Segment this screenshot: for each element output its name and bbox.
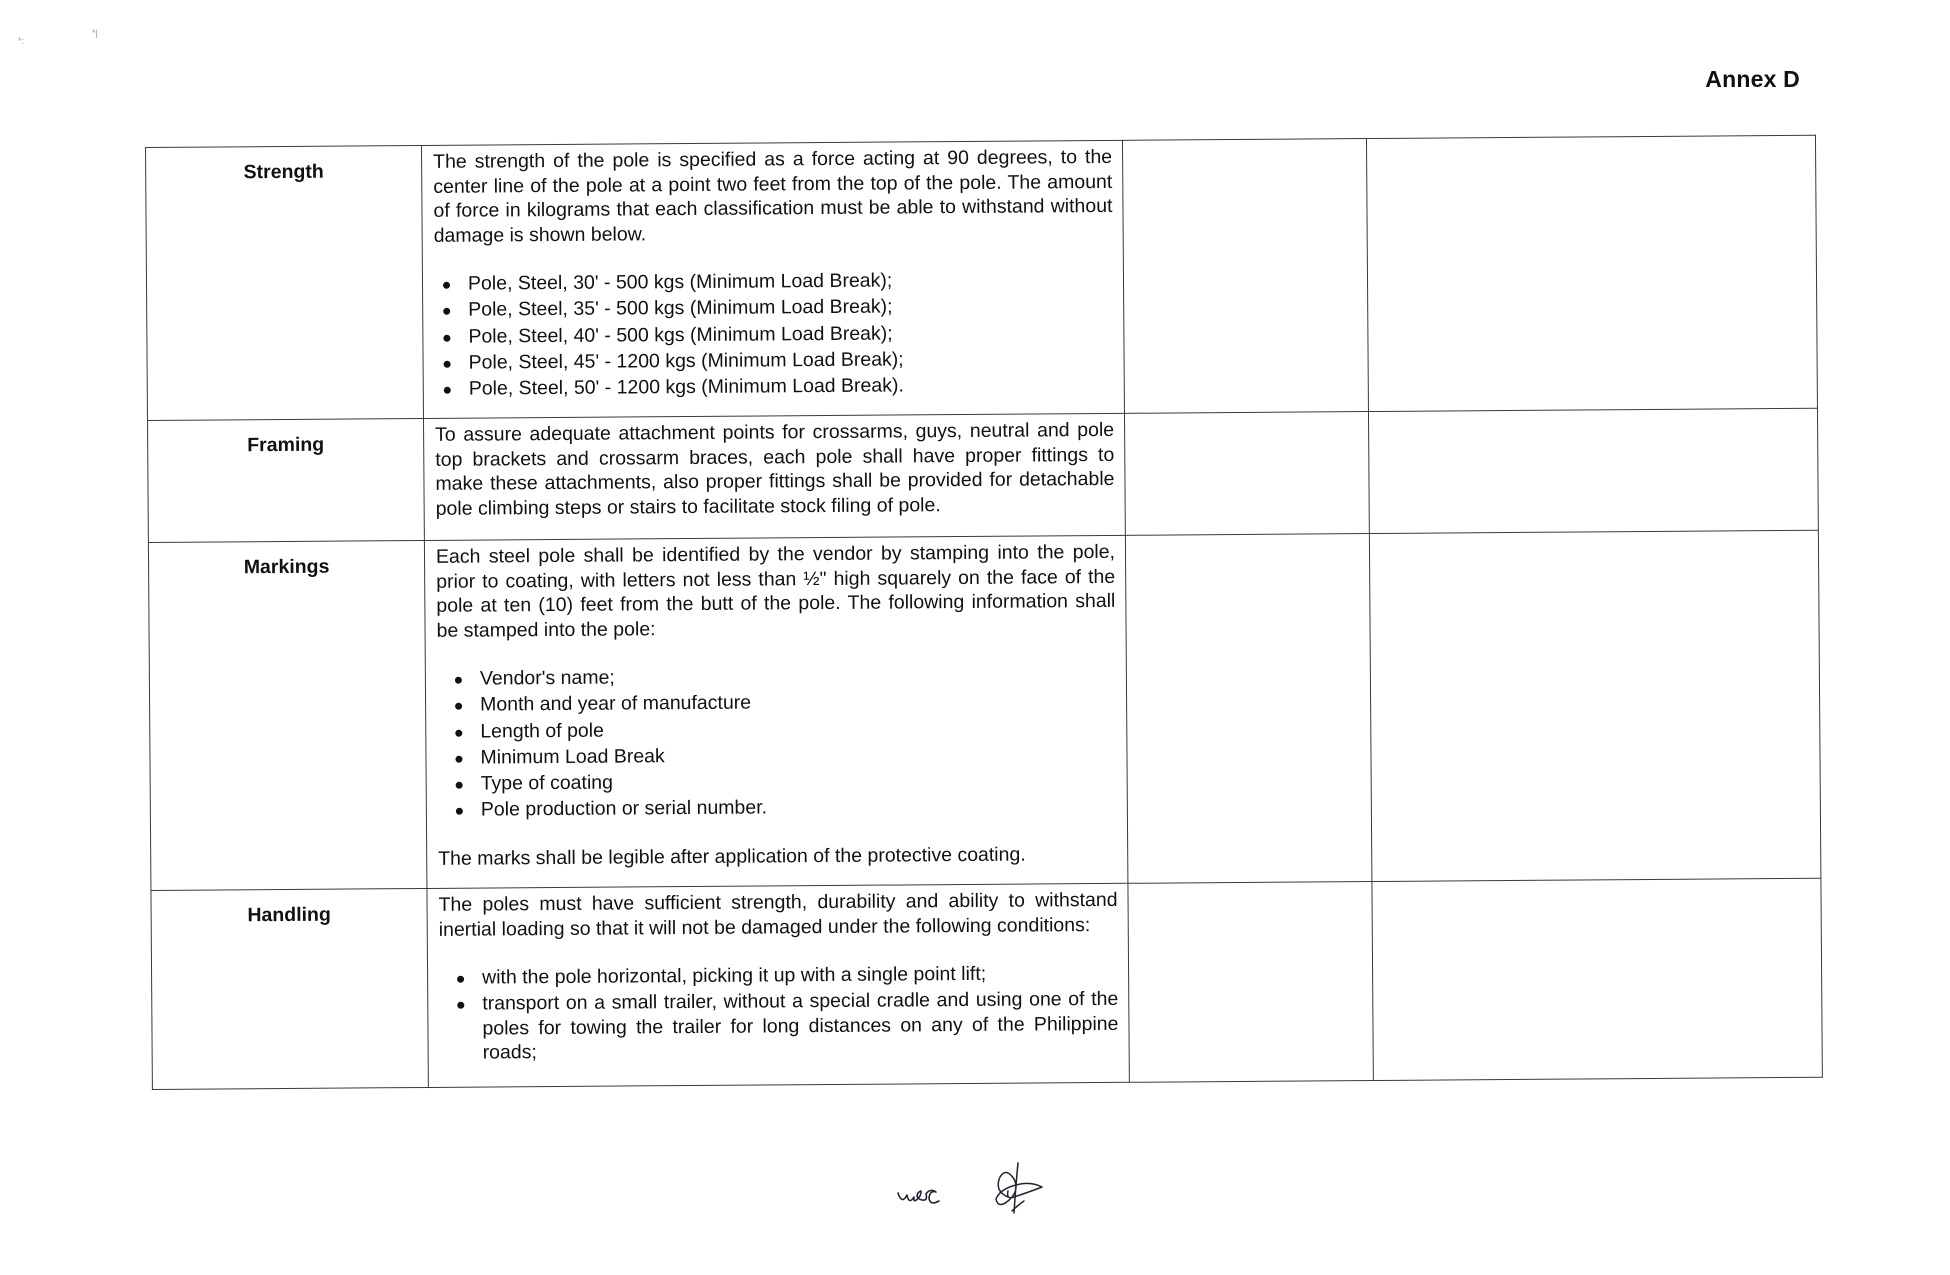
row-description: [427, 883, 1129, 1087]
blank-cell: [1124, 412, 1369, 536]
list-item: [468, 267, 1113, 296]
list-item: [469, 346, 1114, 375]
row-label: Handling: [151, 888, 428, 1089]
blank-cell: [1128, 882, 1373, 1083]
blank-cell: [1366, 135, 1817, 411]
scan-artifact-mark: *|: [92, 28, 98, 38]
list-item-text: Pole, Steel, 35' - 500 kgs (Minimum Load Break);: [468, 295, 893, 321]
initials-usc-stroke: [898, 1190, 939, 1203]
bullet-icon: [455, 677, 462, 684]
row-label: Framing: [148, 418, 425, 542]
list-item-text: Pole, Steel, 45' - 1200 kgs (Minimum Load Break);: [468, 348, 904, 374]
bullet-icon: [455, 703, 462, 710]
bullet-icon: [443, 308, 450, 315]
list-item: [480, 741, 1116, 770]
blank-cell: [1368, 408, 1818, 533]
blank-cell: [1369, 530, 1821, 881]
row-description: [424, 535, 1128, 888]
list-item: [482, 987, 1119, 1065]
bullet-list: [437, 662, 1117, 823]
list-item: [480, 662, 1116, 691]
list-item: [480, 714, 1116, 743]
list-item: [481, 793, 1117, 822]
description-text: To assure adequate attachment points for crossarms, guys, neutral and pole top brackets and crossarm braces, each pole shall have proper fittings to make these attachments, also proper fittings shall be provided for detachable pole climbing steps or stairs to facilitate stock filing of pole.: [435, 418, 1115, 520]
bullet-icon: [443, 334, 450, 341]
list-item-text: Type of coating: [480, 771, 614, 795]
closing-text: The marks shall be legible after application of the protective coating.: [438, 843, 1026, 870]
list-item-text: Minimum Load Break: [480, 745, 665, 769]
bullet-list: [434, 267, 1114, 402]
description-text: Each steel pole shall be identified by the vendor by stamping into the pole, prior to coating, with letters not less than ½" high squarely on the face of the pole at ten (10) feet from the butt of the pole. The following information shall be stamped into the pole:: [435, 540, 1116, 642]
row-label: Markings: [148, 540, 427, 890]
list-item: [469, 372, 1114, 401]
list-item-text: Pole, Steel, 50' - 1200 kgs (Minimum Load Break).: [468, 374, 904, 400]
table-row: [146, 135, 1818, 420]
annex-label: Annex D: [1705, 66, 1800, 92]
specification-table: [145, 135, 1823, 1090]
blank-cell: [1372, 878, 1822, 1080]
bullet-icon: [456, 782, 463, 789]
bullet-icon: [455, 729, 462, 736]
bullet-icon: [456, 808, 463, 815]
list-item-text: transport on a small trailer, without a special cradle and using one of the poles for towing the trailer for long distances on any of the Philippine roads;: [482, 988, 1119, 1064]
handwritten-initials: [890, 1155, 1070, 1225]
list-item: [468, 293, 1113, 322]
row-description: [421, 140, 1124, 418]
bullet-icon: [444, 361, 451, 368]
signature-stroke: [996, 1163, 1042, 1213]
blank-cell: [1122, 139, 1368, 414]
list-item: [480, 688, 1116, 717]
bullet-icon: [457, 976, 464, 983]
table-row: [148, 530, 1821, 890]
scan-artifact-mark: *:: [18, 36, 25, 46]
list-item: [482, 961, 1118, 990]
list-item-text: Pole production or serial number.: [480, 796, 768, 822]
table-row: [151, 878, 1822, 1089]
list-item: [481, 767, 1117, 796]
table-row: [148, 408, 1819, 542]
list-item: [468, 320, 1113, 349]
blank-cell: [1125, 534, 1372, 884]
list-item-text: with the pole horizontal, picking it up with a single point lift;: [482, 962, 987, 989]
list-item-text: Vendor's name;: [479, 666, 615, 690]
description-text: The poles must have sufficient strength, durability and ability to withstand inertial loading so that it will not be damaged under the following conditions:: [438, 888, 1118, 941]
bullet-icon: [443, 282, 450, 289]
bullet-icon: [457, 1002, 464, 1009]
row-description: [423, 413, 1125, 540]
description-text: The strength of the pole is specified as a force acting at 90 degrees, to the center line of the pole at a point two feet from the top of the pole. The amount of force in kilograms that each classification must be able to withstand without damage is shown below.: [433, 145, 1113, 247]
list-item-text: Pole, Steel, 30' - 500 kgs (Minimum Load Break);: [467, 269, 893, 295]
list-item-text: Pole, Steel, 40' - 500 kgs (Minimum Load Break);: [468, 322, 893, 348]
bullet-icon: [455, 756, 462, 763]
bullet-icon: [444, 387, 451, 394]
bullet-list: [439, 961, 1119, 1066]
list-item-text: Length of pole: [480, 719, 604, 743]
list-item-text: Month and year of manufacture: [480, 691, 752, 716]
row-label: Strength: [146, 145, 424, 420]
